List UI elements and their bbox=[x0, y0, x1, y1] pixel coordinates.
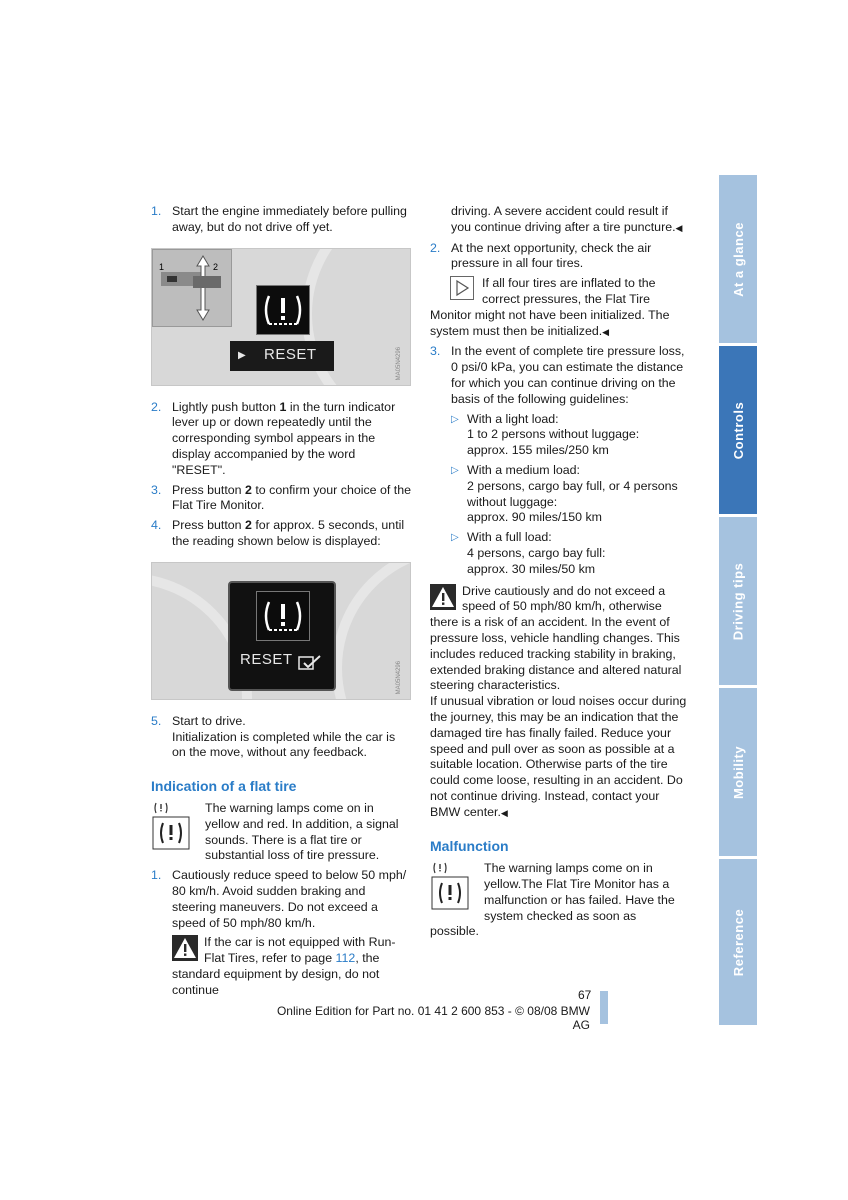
lamp-description: The warning lamps come on in yellow.The Flat Tire Monitor has a malfunction or has failed. Have the system checked as soon as possible. bbox=[430, 861, 675, 939]
sidebar-tab-mobility[interactable] bbox=[719, 688, 757, 856]
load-label: With a full load: bbox=[467, 530, 552, 545]
load-distance: approx. 90 miles/150 km bbox=[467, 510, 602, 525]
sidebar-tab-text: Reference bbox=[730, 908, 746, 976]
list-item-medium-load bbox=[451, 463, 688, 526]
warning-lamp-icons bbox=[430, 861, 480, 913]
sidebar-tab-text: Mobility bbox=[730, 745, 746, 799]
sidebar-tab-text: Controls bbox=[730, 401, 746, 459]
list-item-text bbox=[467, 463, 688, 526]
load-detail: 2 persons, cargo bay full, or 4 persons without luggage: bbox=[467, 478, 678, 509]
step-text bbox=[172, 483, 411, 515]
reset-label: RESET bbox=[240, 650, 293, 668]
bullet-triangle-icon: ▷ bbox=[451, 532, 459, 544]
reset-bar bbox=[234, 647, 328, 677]
page-marker-bar bbox=[600, 991, 608, 1024]
step-number: 3. bbox=[151, 482, 162, 497]
load-distance: approx. 155 miles/250 km bbox=[467, 443, 609, 458]
step-text-line: Initialization is completed while the car is on the move, without any feedback. bbox=[172, 729, 396, 760]
vibration-text bbox=[430, 694, 688, 821]
reset-bar bbox=[230, 341, 334, 371]
step-text: In the event of complete tire pressure loss, 0 psi/0 kPa, you can estimate the distance for which you can continue driving on the basis of the following guidelines: bbox=[451, 344, 685, 406]
svg-text:2: 2 bbox=[213, 261, 219, 272]
step-number: 1. bbox=[151, 868, 162, 883]
step-number: 1. bbox=[151, 204, 162, 218]
step-number: 2. bbox=[151, 399, 162, 414]
step-text-part: Lightly push button bbox=[172, 399, 280, 414]
sidebar-tab-label bbox=[719, 175, 757, 343]
right-column bbox=[430, 204, 688, 940]
sidebar-tab-reference[interactable] bbox=[719, 859, 757, 1025]
load-label: With a light load: bbox=[467, 411, 559, 426]
load-detail: 1 to 2 persons without luggage: bbox=[467, 427, 640, 442]
checkbox-check-icon bbox=[298, 655, 322, 671]
list-item-light-load bbox=[451, 412, 688, 459]
sidebar-tab-at-a-glance[interactable] bbox=[719, 175, 757, 343]
bullet-triangle-icon: ▷ bbox=[451, 464, 459, 476]
sidebar-tab-label bbox=[719, 688, 757, 856]
bullet-triangle-icon: ▷ bbox=[451, 413, 459, 425]
list-item-text bbox=[467, 530, 605, 577]
step-2 bbox=[151, 400, 411, 479]
page-link[interactable]: 112 bbox=[335, 951, 356, 966]
flat-tire-lamp-block bbox=[151, 801, 411, 864]
reset-confirm-figure bbox=[151, 562, 411, 700]
note-arrow-icon bbox=[450, 276, 474, 300]
warning-lamp-icons bbox=[151, 801, 201, 853]
step-text: Cautiously reduce speed to below 50 mph/ 80 km/h. Avoid sudden braking and steering maneuvers. Do not exceed a speed of 50 mph/80 km/h. bbox=[172, 868, 407, 930]
warning-triangle-icon bbox=[430, 584, 456, 610]
warning-continuation bbox=[430, 204, 688, 237]
warning-triangle-icon bbox=[172, 935, 198, 961]
load-label: With a medium load: bbox=[467, 462, 580, 477]
step-text-part: in the turn indicator lever up or down repeatedly until the corresponding symbol appears in the display accompanied by the word "RESET". bbox=[172, 399, 396, 477]
warning-text-part: If the car is not equipped with Run-Flat Tires, refer to page bbox=[204, 935, 396, 966]
tire-warning-display bbox=[256, 591, 310, 641]
step-number: 2. bbox=[430, 240, 441, 255]
note-block bbox=[430, 276, 688, 340]
malfunction-lamp-block bbox=[430, 861, 688, 940]
caution-block bbox=[430, 584, 688, 822]
lamp-description: The warning lamps come on in yellow and red. In addition, a signal sounds. There is a flat tire or substantial loss of tire pressure. bbox=[205, 800, 399, 863]
step-text-line: Start to drive. bbox=[172, 713, 246, 728]
step-text-part: Press button bbox=[172, 482, 246, 497]
step-number: 5. bbox=[151, 713, 162, 728]
sidebar-tab-controls[interactable] bbox=[719, 346, 757, 514]
step-text bbox=[172, 518, 411, 550]
step-4 bbox=[151, 518, 411, 550]
note-text-body: If all four tires are inflated to the correct pressures, the Flat Tire Monitor might not have been initialized. The system must then be initialized. bbox=[430, 276, 670, 338]
turn-indicator-lever-image bbox=[153, 250, 231, 326]
step-text: At the next opportunity, check the air pressure in all four tires. bbox=[451, 240, 652, 271]
flat-step-1 bbox=[151, 868, 411, 931]
step-2 bbox=[430, 241, 688, 273]
section-heading-malfunction: Malfunction bbox=[430, 838, 509, 855]
load-list bbox=[430, 412, 688, 578]
step-text: Start the engine immediately before pulling away, but do not drive off yet. bbox=[172, 204, 407, 234]
sidebar-tab-label bbox=[719, 346, 757, 514]
step-text bbox=[172, 714, 411, 761]
figure-watermark: MA05N4296 bbox=[396, 347, 403, 381]
list-item-text bbox=[467, 412, 639, 459]
step-number: 4. bbox=[151, 518, 162, 533]
load-detail: 4 persons, cargo bay full: bbox=[467, 545, 606, 560]
left-column bbox=[151, 204, 411, 999]
sidebar-tab-text: At a glance bbox=[730, 221, 746, 297]
caution-text: Drive cautiously and do not exceed a speed of 50 mph/80 km/h, otherwise there is a risk of an accident. In the event of pressure loss, vehicle handling changes. This includes reduced tracking stability in braking, extended braking distance and altered natural steering characteristics. bbox=[430, 583, 682, 693]
tire-pressure-warning-icon bbox=[257, 286, 309, 334]
end-mark: ◀ bbox=[602, 326, 610, 337]
load-distance: approx. 30 miles/50 km bbox=[467, 561, 596, 576]
tire-pressure-warning-icon bbox=[151, 801, 201, 853]
step-text bbox=[172, 400, 411, 479]
tire-warning-display bbox=[256, 285, 310, 335]
step-3 bbox=[151, 483, 411, 515]
tire-pressure-warning-icon bbox=[430, 861, 480, 913]
button-ref: 2 bbox=[245, 482, 252, 497]
step-text-part: to confirm your choice of the Flat Tire Monitor. bbox=[172, 482, 412, 513]
button-ref: 1 bbox=[279, 399, 287, 414]
sidebar-tab-label bbox=[719, 859, 757, 1025]
warning-text bbox=[172, 935, 395, 996]
runflat-warning bbox=[151, 935, 411, 998]
step-number: 3. bbox=[430, 344, 441, 359]
step-5 bbox=[151, 714, 411, 761]
reset-display-figure bbox=[151, 248, 411, 386]
section-heading-flat-tire: Indication of a flat tire bbox=[151, 778, 297, 795]
play-triangle-icon: ▶ bbox=[238, 349, 247, 361]
step-3 bbox=[430, 344, 688, 407]
end-mark: ◀ bbox=[500, 807, 508, 818]
sidebar-tab-label bbox=[719, 517, 757, 685]
sidebar-tab-driving-tips[interactable] bbox=[719, 517, 757, 685]
list-item-full-load bbox=[451, 530, 688, 577]
continuation-text: driving. A severe accident could result if you continue driving after a tire puncture. bbox=[451, 204, 676, 234]
warning-text-part: , the standard equipment by design, do not continue bbox=[172, 951, 380, 997]
indicator-lever-inset bbox=[152, 249, 232, 327]
sidebar-tab-text: Driving tips bbox=[730, 562, 746, 640]
step-text-part: for approx. 5 seconds, until the reading shown below is displayed: bbox=[172, 518, 405, 548]
reset-label: RESET bbox=[264, 345, 317, 363]
tire-pressure-warning-icon bbox=[257, 592, 309, 640]
footer-edition: Online Edition for Part no. 01 41 2 600 853 - © 08/08 BMW AG bbox=[276, 1004, 590, 1032]
page-number: 67 bbox=[578, 988, 592, 1002]
step-1 bbox=[151, 204, 411, 236]
vibration-text-body: If unusual vibration or loud noises occur during the journey, this may be an indication that the damaged tire has finally failed. Reduce your speed and pull over as soon as possible at a suitable location. Otherwise parts of the tire could come loose, resulting in an accident. Do not continue driving. Instead, contact your BMW center. bbox=[430, 694, 687, 819]
end-mark: ◀ bbox=[675, 222, 683, 233]
button-ref: 2 bbox=[245, 518, 252, 533]
step-text-part: Press button bbox=[172, 518, 246, 533]
svg-text:1: 1 bbox=[159, 261, 165, 272]
figure-watermark: MA05N4296 bbox=[396, 661, 403, 695]
